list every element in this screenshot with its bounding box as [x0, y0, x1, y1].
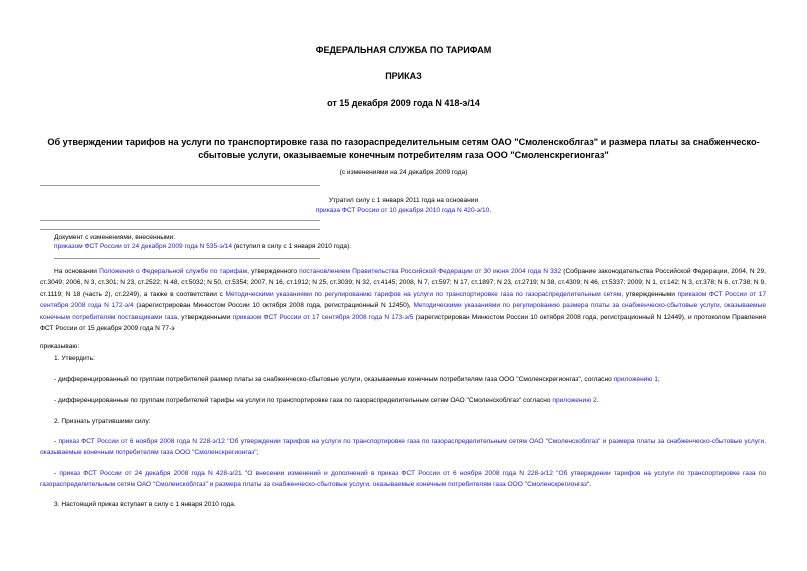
item2-b-tail: .: [589, 481, 592, 489]
document-type: ПРИКАЗ: [385, 71, 422, 81]
item2-a-prefix: -: [54, 438, 59, 445]
repealed-order-428-link[interactable]: приказ ФСТ России от 24 декабря 2008 года N 428-э/21 "О внесении изменений и дополнений в приказ ФСТ России от 6 ноября 2008 года N 228-э/12 "Об утверждении тарифов на услуги по транспортировке газа по газораспределительным сетям ОАО "Смоленскоблгаз" и размера платы за снабженческо-сбытовые услуги, оказываемые конечным потребителям газа ООО "Смоленскрегионгаз": [40, 470, 767, 489]
item1-a-text: - дифференцированный по группам потребителей размер платы за снабженческо-сбытовые услуги, оказываемые конечным потребителям газа ООО "Смоленскрегионгаз", согласно: [54, 376, 614, 383]
preamble-text: (зарегистрирован Минюстом России 10 октября 2008 года, регистрационный N 12449), и протоколом Правления ФСТ России от 15 декабря 2009 года N 77-э: [40, 313, 766, 333]
preamble-link-guidelines-supply[interactable]: Методическими указаниями по регулированию размера платы за снабженческо-сбытовые услуги, оказываемые конечным потребителям поставщиками газа: [40, 302, 766, 321]
changes-tail: (вступил в силу с 1 января 2010 года).: [231, 243, 352, 250]
item1-b: [54, 395, 766, 406]
item2-a: [40, 436, 766, 459]
item1-a: [54, 374, 766, 385]
changes-intro: Документ с изменениями, внесенными:: [54, 234, 176, 241]
preamble-paragraph: [40, 266, 766, 334]
lost-force-basis: [0, 206, 807, 216]
item2-b: [40, 468, 766, 491]
divider: [40, 185, 320, 186]
preamble-link-order-172[interactable]: приказом ФСТ России от 17 сентября 2008 года N 172-э/4: [40, 290, 767, 310]
changes-link[interactable]: приказом ФСТ России от 24 декабря 2009 года N 535-э/14: [54, 243, 232, 250]
item1-b-text: - дифференцированные по группам потребителей тарифы на услуги по транспортировке газа по газораспределительным сетям ОАО "Смоленскоблгаз" согласно: [54, 397, 553, 404]
preamble-text: (зарегистрирован Минюстом России 10 октября 2008 года, регистрационный N 12450),: [133, 302, 414, 310]
divider: [40, 229, 320, 230]
preamble-text: , утвержденными: [621, 290, 678, 298]
item2-heading: 2. Признать утратившими силу:: [54, 418, 151, 425]
preamble-link-resolution[interactable]: постановлением Правительства Российской Федерации от 30 июня 2004 года N 332: [299, 268, 562, 275]
amendment-note: (с изменениями на 24 декабря 2009 года): [339, 169, 468, 176]
changes-source: [54, 242, 351, 252]
item2-a-tail: ;: [256, 449, 259, 457]
item1-heading: 1. Утвердить:: [54, 355, 95, 362]
preamble-text: , утвержденного: [247, 268, 300, 275]
preamble-text: На основании: [54, 268, 100, 275]
repealed-order-228-link[interactable]: приказ ФСТ России от 6 ноября 2008 года N 228-э/12 "Об утверждении тарифов на услуги по транспортировке газа по газораспределительным сетям ОАО "Смоленскоблгаз" и размера платы за снабженческо-сбытовые услуги, оказываемые конечным потребителям газа ООО "Смоленскрегионгаз": [40, 438, 766, 457]
item1-a-tail: ;: [657, 376, 660, 383]
document-title-line1: Об утверждении тарифов на услуги по транспортировке газа по газораспределительным сетям ОАО "Смоленскоблгаз" и размера платы за снабженческо-: [47, 137, 760, 147]
preamble-text: (Собрание законодательства Российской Федерации, 2004, N 29, ст.3049; 2006, N 3, ст.301; N 23, ст.2522; N 48, ст.5032; N 50, ст.5354; 2007, N 16, ст.1912; N 25, ст.3039; N 32, ст.4145; 2008, N 7, ст.597; N 17, ст.1897; N 23, ст.2719; N 38, ст.4309; N 46, ст.5337; 2009; N 1, ст.142; N 3, ст.378; N 6, ст.738; N 9, ст.1119; N 18 (часть 2), ст.2249), а также в соответствии с: [40, 268, 766, 298]
lost-force-line: Утратил силу с 1 января 2011 года на основании: [328, 197, 479, 204]
item2-b-prefix: -: [54, 470, 60, 477]
preamble-link-regulation[interactable]: Положения о Федеральной службе по тарифам: [99, 268, 248, 275]
divider: [54, 258, 320, 259]
preamble-link-order-173[interactable]: приказом ФСТ России от 17 сентября 2008 года N 173-э/5: [232, 313, 414, 321]
appendix-2-link[interactable]: приложению 2: [552, 397, 597, 404]
preamble-link-guidelines-transport[interactable]: Методическими указаниями по регулированию тарифов на услуги по транспортировке газа по газораспределительным сетям: [225, 290, 622, 298]
item3-text: 3. Настоящий приказ вступает в силу с 1 января 2010 года.: [54, 501, 236, 508]
divider: [40, 220, 320, 221]
document-title-line2: сбытовые услуги, оказываемые конечным потребителям газа ООО "Смоленскрегионгаз": [198, 150, 609, 160]
document-date-number: от 15 декабря 2009 года N 418-э/14: [327, 98, 480, 108]
item1-b-tail: .: [596, 397, 599, 404]
order-word: приказываю:: [40, 343, 80, 350]
lost-force-link[interactable]: приказа ФСТ России от 10 декабря 2010 года N 420-э/10: [315, 207, 490, 214]
agency-name: ФЕДЕРАЛЬНАЯ СЛУЖБА ПО ТАРИФАМ: [315, 45, 492, 55]
appendix-1-link[interactable]: приложению 1: [613, 376, 658, 383]
preamble-text: , утвержденными: [177, 313, 233, 321]
lost-force-tail: .: [489, 207, 492, 214]
